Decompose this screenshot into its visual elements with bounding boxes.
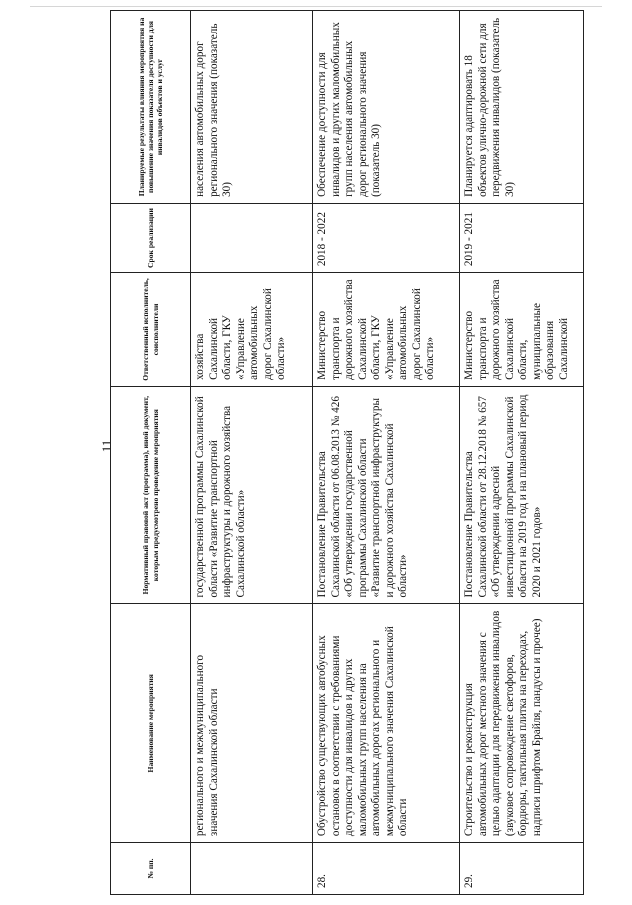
rotated-table-sheet xyxy=(110,10,583,895)
header-name: Наименование мероприятия xyxy=(111,604,191,843)
table-header-row xyxy=(111,11,191,895)
header-num: № пп. xyxy=(111,843,191,895)
header-document: Нормативный правовой акт (программа), иной документ, которым предусмотрено проведение мероприятия xyxy=(111,386,191,604)
cell-responsible: хозяйства Сахалинской области, ГКУ «Управление автомобильных дорог Сахалинской области» xyxy=(191,273,313,387)
header-results: Планируемые результаты влияния мероприятия на повышение значения показателя доступности для инвалидов объектов и услуг xyxy=(111,11,191,204)
cell-term: 2019 - 2021 xyxy=(460,203,584,272)
cell-num: 28. xyxy=(313,843,460,895)
cell-term: 2018 - 2022 xyxy=(313,203,460,272)
cell-document: государственной программы Сахалинской области «Развитие транспортной инфраструктуры и дорожного хозяйства Сахалинской области» xyxy=(191,386,313,604)
cell-results: населения автомобильных дорог регионального значения (показатель 30) xyxy=(191,11,313,204)
cell-name: регионального и межмуниципального значения Сахалинской области xyxy=(191,604,313,843)
header-term: Срок реализации xyxy=(111,203,191,272)
cell-responsible: Министерство транспорта и дорожного хозяйства Сахалинской области, муниципальные образования Сахалинской xyxy=(460,273,584,387)
scan-edge-line xyxy=(30,6,602,7)
cell-responsible: Министерство транспорта и дорожного хозяйства Сахалинской области, ГКУ «Управление автомобильных дорог Сахалинской области» xyxy=(313,273,460,387)
page-number: 11 xyxy=(99,439,114,453)
table-row xyxy=(313,11,460,895)
cell-num: 29. xyxy=(460,843,584,895)
table-row xyxy=(460,11,584,895)
measures-table xyxy=(110,10,584,895)
cell-results: Планируется адаптировать 18 объектов улично-дорожной сети для передвижения инвалидов (показатель 30) xyxy=(460,11,584,204)
cell-num xyxy=(191,843,313,895)
cell-document: Постановление Правительства Сахалинской области от 06.08.2013 № 426 «Об утверждении государственной программы Сахалинской области «Развитие транспортной инфраструктуры и дорожного хозяйства Сахалинской области» xyxy=(313,386,460,604)
cell-name: Обустройство существующих автобусных остановок в соответствии с требованиями доступности для инвалидов и других маломобильных групп населения на автомобильных дорогах регионального и межмуниципального значения Сахалинской области xyxy=(313,604,460,843)
cell-document: Постановление Правительства Сахалинской области от 28.12.2018 № 657 «Об утверждении адресной инвестиционной программы Сахалинской области на 2019 год и на плановый период 2020 и 2021 годов» xyxy=(460,386,584,604)
header-responsible: Ответственный исполнитель, соисполнители xyxy=(111,273,191,387)
table-row xyxy=(191,11,313,895)
cell-results: Обеспечение доступности для инвалидов и других маломобильных групп населения автомобильных дорог регионального значения (показатель 30) xyxy=(313,11,460,204)
cell-name: Строительство и реконструкция автомобильных дорог местного значения с целью адаптации для передвижения инвалидов (звуковое сопровождение светофоров, бордюры, тактильная плитка на переходах, надписи шрифтом Брайля, пандусы и прочее) xyxy=(460,604,584,843)
cell-term xyxy=(191,203,313,272)
